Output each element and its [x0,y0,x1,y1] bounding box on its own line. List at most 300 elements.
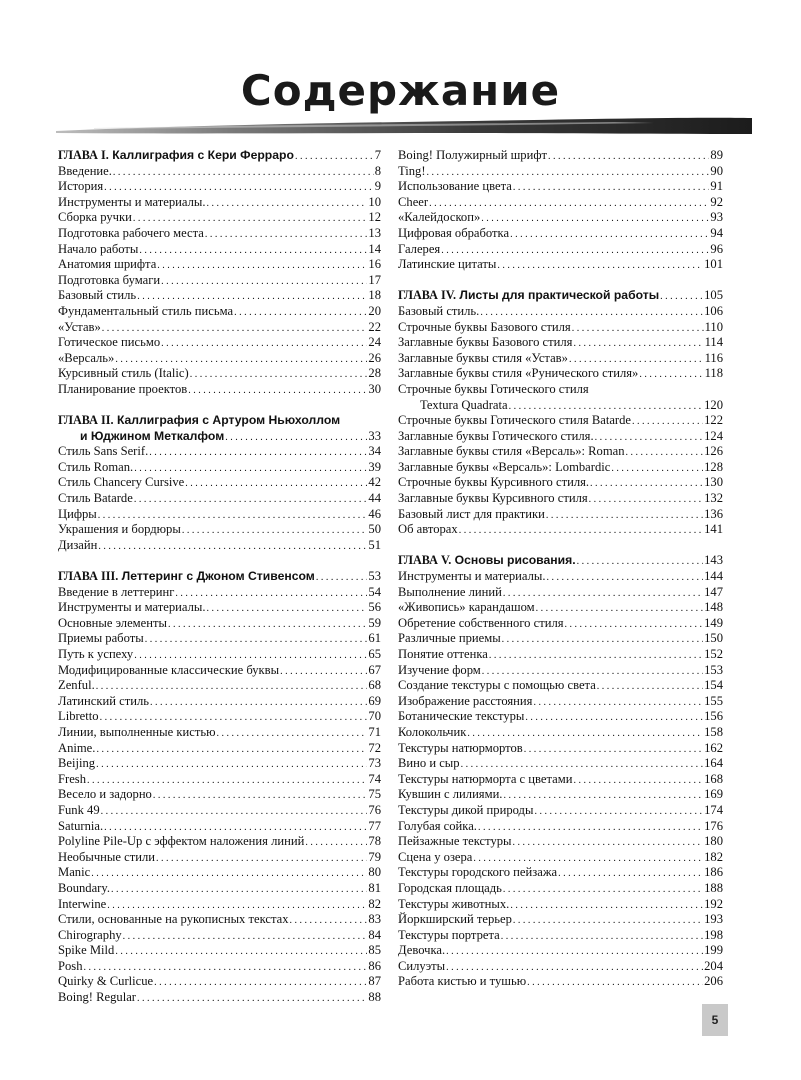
toc-page-number: 74 [368,771,381,786]
toc-page-number: 17 [368,272,381,287]
dot-leader [100,709,368,726]
toc-page-number: 82 [368,896,381,911]
toc-entry [398,647,723,663]
toc-entry-title: Изображение расстояния [398,693,533,708]
dot-leader [107,897,367,914]
toc-entry-title: Планирование проектов [58,381,188,396]
toc-entry [58,164,381,180]
dot-leader [134,460,367,477]
chapter-name: Основы рисования. [454,553,576,568]
toc-page-number: 26 [368,350,381,365]
dot-leader [101,803,368,820]
toc-entry [58,709,381,725]
toc-entry [398,351,723,367]
toc-entry [398,959,723,975]
toc-page-number: 89 [710,148,723,162]
toc-entry [398,741,723,757]
toc-entry-title: Необычные стили [58,849,155,864]
dot-leader [446,943,703,960]
toc-entry [398,569,723,585]
dot-leader [626,444,704,461]
toc-entry [58,787,381,803]
toc-entry [398,210,723,226]
dot-leader [234,304,367,321]
toc-entry [58,585,381,601]
dot-leader [134,491,368,508]
toc-page-number: 169 [704,787,723,802]
toc-entry-title: и Юджином Меткалфом [80,428,225,443]
toc-entry-title: Текстуры городского пейзажа [398,865,558,880]
dot-leader [150,694,367,711]
toc-entry-title: Дизайн [58,537,98,552]
toc-entry [398,631,723,647]
toc-page-number: 116 [704,350,723,365]
dot-leader [188,382,367,399]
toc-page-number: 70 [368,709,381,724]
toc-page-number: 44 [368,491,381,506]
toc-page-number: 86 [368,958,381,973]
toc-entry-title: Курсивный стиль (Italic) [58,366,189,381]
dot-leader [207,195,368,212]
toc-chapter [398,553,723,569]
toc-entry-title: Базовый лист для практики [398,506,545,521]
dot-leader [91,865,367,882]
dot-leader [139,242,367,259]
toc-entry [58,803,381,819]
toc-entry-title: Funk 49 [58,802,100,817]
dot-leader [305,834,367,851]
toc-page-number: 51 [368,537,381,552]
dot-leader [161,335,367,352]
toc-entry [58,647,381,663]
dot-leader [573,335,703,352]
toc-page-number: 174 [704,802,723,817]
toc-entry-title: Заглавные буквы «Версаль»: Lombardic [398,459,611,474]
toc-entry-title: Инструменты и материалы. [398,569,546,584]
toc-entry [398,881,723,897]
toc-entry-title: Модифицированные классические буквы [58,662,280,677]
toc-page-number: 149 [704,615,723,630]
toc-entry-title: Ботанические текстуры [398,709,525,724]
dot-leader [501,928,703,945]
dot-leader [96,756,367,773]
dot-leader [137,288,367,305]
toc-page-number: 106 [704,303,723,318]
toc-entry [398,195,723,211]
toc-entry-title: Zenful. [58,678,95,693]
toc-entry [398,865,723,881]
toc-page-number: 83 [368,912,381,927]
toc-entry [398,429,723,445]
toc-entry [58,429,381,445]
toc-entry-title: Введение. [58,163,112,178]
toc-page-number: 14 [368,241,381,256]
toc-entry-title: Строчные буквы Курсивного стиля. [398,475,590,490]
toc-page-number: 199 [704,943,723,958]
toc-entry-title: Saturnia. [58,818,104,833]
toc-entry-title: Понятие оттенка [398,647,488,661]
toc-entry [398,382,723,398]
toc-entry-title: Cheer [398,194,429,209]
toc-entry [398,444,723,460]
toc-entry-title: Вино и сыр [398,756,460,771]
toc-entry [58,865,381,881]
toc-page-number: 206 [704,974,723,989]
toc-entry-title: Boing! Regular [58,990,136,1005]
toc-page-number: 80 [368,865,381,880]
toc-entry [58,616,381,632]
toc-entry [398,475,723,491]
toc-entry [398,242,723,258]
toc-page-number: 24 [368,335,381,350]
dot-leader [572,320,704,337]
dot-leader [459,522,703,539]
toc-entry [398,787,723,803]
dot-leader [96,678,368,695]
toc-page-number: 71 [368,724,381,739]
toc-entry-title: Приемы работы [58,631,144,646]
toc-entry-title: Кувшин с лилиями. [398,787,503,802]
toc-entry [398,678,723,694]
toc-entry [398,819,723,835]
toc-chapter [398,288,723,304]
toc-entry [58,273,381,289]
toc-page-number: 164 [704,756,723,771]
toc-entry-title: Заглавные буквы стиля «Рунического стиля» [398,366,639,381]
toc-entry-title: Стили, основанные на рукописных текстах [58,912,289,927]
dot-leader [207,600,368,617]
dot-leader [113,164,374,181]
toc-page-number: 180 [704,834,723,849]
dot-leader [133,210,368,227]
toc-entry-title: Галерея [398,241,441,256]
toc-entry-title: Цифры [58,506,97,521]
dot-leader [98,507,368,524]
toc-entry [398,897,723,913]
toc-entry-title: Строчные буквы Базового стиля [398,319,571,334]
toc-page-number: 188 [704,880,723,895]
toc-entry [58,538,381,554]
toc-page-number: 12 [368,210,381,225]
toc-chapter [58,569,381,585]
dot-leader [502,631,703,648]
toc-entry [398,912,723,928]
toc-page-number: 75 [368,787,381,802]
toc-entry-title: Libretto [58,709,99,724]
dot-leader [597,678,703,695]
toc-entry [58,460,381,476]
dot-leader [573,772,703,789]
toc-entry-title: «Версаль» [58,350,115,365]
toc-entry [398,460,723,476]
toc-entry-title: Заглавные буквы стиля «Устав» [398,350,568,365]
toc-page-number: 110 [704,319,723,334]
dot-leader [467,725,703,742]
toc-page-number: 153 [704,662,723,677]
toc-page-number: 8 [374,163,381,178]
toc-chapter-title [398,288,659,304]
toc-entry-title: Сцена у озера [398,849,473,864]
dot-leader [510,897,703,914]
dot-leader [290,912,368,929]
toc-entry [58,257,381,273]
dot-leader [429,195,709,212]
toc-entry-title: Базовый стиль [58,288,137,303]
toc-entry-title: Posh [58,958,83,973]
toc-entry [58,444,381,460]
dot-leader [503,787,703,804]
toc-entry [398,850,723,866]
toc-page-number: 69 [368,693,381,708]
dot-leader [145,631,368,648]
toc-page-number: 9 [374,179,381,194]
dot-leader [205,226,368,243]
toc-page-number: 168 [704,771,723,786]
toc-page-number: 77 [368,818,381,833]
toc-page-number: 56 [368,600,381,615]
page-title: Содержание [240,66,561,115]
dot-leader [509,398,704,415]
dot-leader [632,413,703,430]
toc-entry [398,943,723,959]
dot-leader [590,475,703,492]
dot-leader [513,912,703,929]
toc-entry [58,631,381,647]
toc-entry-title: Строчные буквы Готического стиля [398,381,589,396]
dot-leader [547,569,704,586]
dot-leader [639,366,703,383]
toc-page-number: 7 [374,148,381,162]
toc-page-number: 84 [368,927,381,942]
section-spacer [58,553,381,569]
section-spacer [58,398,381,414]
toc-entry-title: Ting! [398,163,426,178]
toc-chapter [58,413,381,429]
toc-chapter-title [58,148,294,164]
toc-entry-title: Голубая сойка. [398,818,477,833]
toc-page-number: 91 [710,179,723,194]
toc-entry-title: Anime. [58,740,96,755]
toc-entry [58,304,381,320]
toc-page-number: 193 [704,912,723,927]
toc-entry-title: Стиль Roman. [58,459,134,474]
dot-leader [481,210,709,227]
toc-entry-title: Заглавные буквы Курсивного стиля [398,491,588,506]
dot-leader [441,242,709,259]
dot-leader [84,959,368,976]
toc-entry [58,600,381,616]
dot-leader [102,320,368,337]
toc-page-number: 114 [704,335,723,350]
toc-entry [58,928,381,944]
toc-entry-title: Девочка. [398,943,446,958]
toc-entry [58,725,381,741]
dot-leader [190,366,368,383]
toc-entry-title: Силуэты [398,958,446,973]
chapter-label: ГЛАВА V. [398,553,452,568]
toc-entry [58,678,381,694]
toc-entry [58,974,381,990]
toc-entry [398,725,723,741]
toc-page-number: 67 [368,662,381,677]
toc-entry-title: Заглавные буквы стиля «Версаль»: Roman [398,444,625,459]
dot-leader [489,647,703,664]
toc-entry [58,850,381,866]
toc-entry [58,382,381,398]
toc-entry [398,491,723,507]
dot-leader [134,647,367,664]
toc-entry-title: Весело и задорно [58,787,152,802]
toc-chapter-title [58,413,340,429]
dot-leader [536,600,704,617]
dot-leader [478,819,703,836]
toc-page-number: 120 [704,397,723,412]
dot-leader [569,351,704,368]
toc-entry-title: Использование цвета [398,179,512,194]
toc-entry-title: Polyline Pile-Up с эффектом наложения линий [58,834,305,849]
chapter-name: Леттеринг с Джоном Стивенсом [121,569,315,584]
toc-page-number: 128 [704,459,723,474]
dot-leader [473,850,703,867]
toc-entry-title: «Калейдоскоп» [398,210,481,225]
dot-leader [525,709,703,726]
toc-entry [398,335,723,351]
toc-page-number: 144 [704,569,723,584]
toc-page-number: 76 [368,802,381,817]
toc-page-number: 34 [368,444,381,459]
toc-page-number: 186 [704,865,723,880]
toc-entry-title: «Устав» [58,319,101,334]
toc-entry-title: Строчные буквы Готического стиля Batarde [398,413,631,428]
dot-leader [316,569,368,586]
chapter-label: ГЛАВА III. [58,569,119,584]
toc-entry [58,242,381,258]
toc-entry-title: Городская площадь [398,880,502,895]
toc-entry [58,990,381,1006]
chapter-label: ГЛАВА II. [58,413,114,428]
toc-entry [398,834,723,850]
toc-page-number: 148 [704,600,723,615]
toc-page-number: 152 [704,647,723,661]
toc-entry-title: Стиль Chancery Cursive [58,475,185,490]
toc-entry-title: Латинский стиль [58,693,149,708]
toc-entry [58,288,381,304]
toc-page-number: 122 [704,413,723,428]
toc-entry-title: Обретение собственного стиля [398,615,564,630]
dot-leader [446,959,703,976]
dot-leader [503,585,703,602]
chapter-label: ГЛАВА I. [58,148,109,162]
toc-page-number: 147 [704,584,723,599]
toc-entry [58,351,381,367]
dot-leader [149,444,367,461]
toc-entry-title: Fresh [58,771,86,786]
toc-entry-title: Начало работы [58,241,139,256]
chapter-name: Каллиграфия с Артуром Ньюхоллом [116,413,341,428]
toc-page-number: 154 [704,678,723,693]
toc-entry [58,522,381,538]
toc-entry-title: Выполнение линий [398,584,502,599]
toc-page-number: 92 [710,194,723,209]
dot-leader [482,663,703,680]
dot-leader [513,179,710,196]
toc-page-number: 18 [368,288,381,303]
toc-entry-title: Пейзажные текстуры [398,834,512,849]
toc-entry-title: Textura Quadrata [420,397,508,412]
dot-leader [156,850,367,867]
toc-page-number: 10 [368,194,381,209]
dot-leader [137,990,367,1007]
toc-page-number: 155 [704,693,723,708]
toc-entry-title: Украшения и бордюры [58,522,181,537]
dot-leader [115,351,367,368]
toc-right-column [398,148,723,990]
toc-entry-title: Boing! Полужирный шрифт [398,148,547,162]
dot-leader [524,741,703,758]
toc-entry [58,663,381,679]
dot-leader [280,663,367,680]
toc-entry-title: Латинские цитаты [398,257,497,272]
toc-chapter [58,148,381,164]
toc-page-number: 81 [368,880,381,895]
toc-entry [398,928,723,944]
toc-entry-title: Interwine [58,896,107,911]
dot-leader [111,881,367,898]
toc-page-number: 88 [368,990,381,1005]
toc-entry [58,959,381,975]
toc-entry [398,600,723,616]
dot-leader [527,974,703,991]
toc-entry-title: Подготовка бумаги [58,272,161,287]
toc-entry-title: Инструменты и материалы. [58,194,206,209]
dot-leader [96,741,367,758]
toc-page-number: 204 [704,958,723,973]
toc-page-number: 198 [704,927,723,942]
toc-page-number: 156 [704,709,723,724]
toc-entry [58,491,381,507]
dot-leader [577,553,703,570]
section-spacer [398,538,723,554]
toc-page-number: 101 [704,257,723,272]
toc-entry-title: Beijing [58,756,96,771]
toc-page-number: 162 [704,740,723,755]
toc-page-number: 16 [368,257,381,272]
toc-chapter-title [398,553,576,569]
section-spacer [398,273,723,289]
dot-leader [548,148,709,165]
dot-leader [480,304,703,321]
toc-entry [58,819,381,835]
toc-entry [398,772,723,788]
toc-page-number: 20 [368,303,381,318]
toc-page-number: 176 [704,818,723,833]
toc-entry [58,507,381,523]
dot-leader [161,273,367,290]
toc-entry [398,398,723,414]
toc-entry-title: Базовый стиль. [398,303,480,318]
toc-entry [58,772,381,788]
toc-entry-title: Chirography [58,927,122,942]
dot-leader [510,226,709,243]
toc-page-number: 30 [368,381,381,396]
toc-page-number: 42 [368,475,381,490]
toc-entry-title: Сборка ручки [58,210,132,225]
toc-entry-title: Готическое письмо [58,335,161,350]
toc-entry [58,834,381,850]
dot-leader [503,881,703,898]
toc-entry-title: Boundary. [58,880,110,895]
toc-entry-title: Создание текстуры с помощью света [398,678,596,693]
